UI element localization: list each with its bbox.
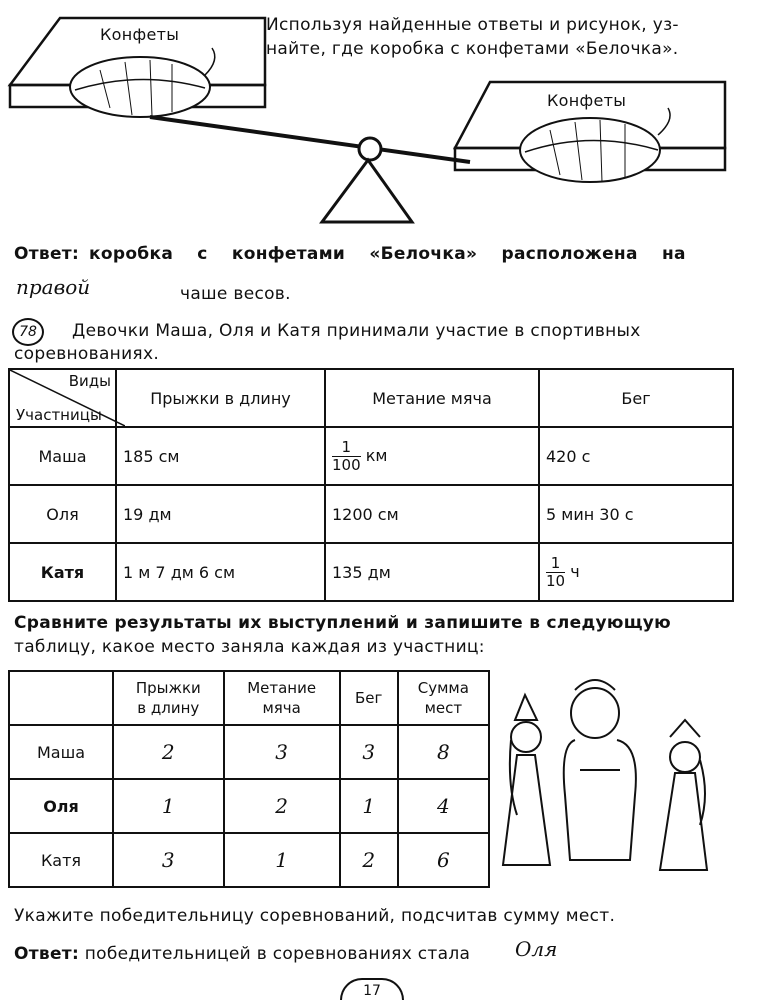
- corner-cell: [9, 369, 116, 427]
- place-cell: 2: [340, 833, 398, 887]
- header-line: Метание: [247, 679, 317, 697]
- scale-stand: [322, 160, 412, 222]
- scale-beam: [150, 117, 470, 162]
- results-table: [8, 368, 734, 602]
- answer1-label: Ответ:: [14, 244, 80, 264]
- name-cell: Оля: [9, 485, 116, 543]
- winner-label: Ответ:: [14, 944, 80, 964]
- table-row: [9, 725, 489, 779]
- scale-pivot: [359, 138, 381, 160]
- header-jump: [113, 671, 224, 725]
- place-cell: 6: [398, 833, 489, 887]
- answer1-line: [14, 243, 734, 265]
- header-line: мест: [424, 699, 463, 717]
- throw-cell: 1200 см: [325, 485, 539, 543]
- jump-cell: 185 см: [116, 427, 325, 485]
- header-line: Прыжки: [135, 679, 201, 697]
- run-unit: ч: [570, 561, 580, 581]
- place-cell: 1: [340, 779, 398, 833]
- table-row: [9, 485, 733, 543]
- place-cell: 8: [398, 725, 489, 779]
- intro-line1: Используя найденные ответы и рисунок, уз-: [266, 15, 679, 35]
- table-row: [9, 427, 733, 485]
- header-line: Бег: [354, 689, 383, 707]
- fraction-numerator: 1: [546, 555, 565, 573]
- name-cell: Маша: [9, 725, 113, 779]
- name-cell: Оля: [9, 779, 113, 833]
- name-cell: Маша: [9, 427, 116, 485]
- answer1-handwritten: правой: [16, 275, 91, 299]
- winner-text: победительницей в соревнованиях стала: [84, 944, 471, 964]
- header-line: мяча: [262, 699, 301, 717]
- run-cell: 420 с: [539, 427, 733, 485]
- fraction-numerator: 1: [332, 439, 361, 457]
- jump-cell: 19 дм: [116, 485, 325, 543]
- header-line: Сумма: [417, 679, 469, 697]
- place-cell: 3: [340, 725, 398, 779]
- table-row: [9, 543, 733, 601]
- place-cell: 2: [224, 779, 340, 833]
- table-header-row: [9, 369, 733, 427]
- fraction-denominator: 10: [546, 571, 566, 590]
- table-row: [9, 779, 489, 833]
- compare-line2: таблицу, какое место заняла каждая из участниц:: [14, 637, 485, 657]
- table-row: [9, 833, 489, 887]
- run-cell: [539, 543, 733, 601]
- header-run: Бег: [539, 369, 733, 427]
- place-cell: 1: [113, 779, 224, 833]
- run-cell: 5 мин 30 с: [539, 485, 733, 543]
- box-right-label: Конфеты: [547, 91, 627, 110]
- place-cell: 1: [224, 833, 340, 887]
- answer1-text: коробка с конфетами «Белочка» расположена на: [89, 244, 686, 264]
- compare-line1: Сравните результаты их выступлений и запишите в следующую: [14, 613, 671, 633]
- girls-illustration: [495, 665, 735, 880]
- throw-cell: 135 дм: [325, 543, 539, 601]
- header-throw: Метание мяча: [325, 369, 539, 427]
- place-cell: 2: [113, 725, 224, 779]
- fraction: [332, 439, 361, 474]
- name-cell: Катя: [9, 543, 116, 601]
- throw-unit: км: [365, 445, 388, 465]
- intro-line2: найте, где коробка с конфетами «Белочка».: [266, 39, 679, 59]
- place-cell: 3: [224, 725, 340, 779]
- places-table: [8, 670, 490, 888]
- winner-handwritten: Оля: [515, 937, 558, 961]
- fraction: [546, 555, 565, 590]
- corner-bottom: Участницы: [16, 406, 102, 424]
- header-jump: Прыжки в длину: [116, 369, 325, 427]
- table-header-row: [9, 671, 489, 725]
- task78-line2: соревнованиях.: [14, 344, 160, 364]
- fraction-denominator: 100: [332, 455, 361, 474]
- header-line: в длину: [137, 699, 200, 717]
- header-run: [340, 671, 398, 725]
- page-number: 17: [340, 978, 404, 1000]
- jump-cell: 1 м 7 дм 6 см: [116, 543, 325, 601]
- name-cell: Катя: [9, 833, 113, 887]
- task-number-badge: 78: [12, 318, 44, 346]
- throw-cell: [325, 427, 539, 485]
- winner-answer: [14, 943, 470, 965]
- winner-instruction: Укажите победительницу соревнований, подсчитав сумму мест.: [14, 906, 616, 926]
- corner-top: Виды: [68, 372, 111, 390]
- box-left-label: Конфеты: [100, 25, 180, 44]
- task78-line1: Девочки Маша, Оля и Катя принимали участие в спортивных: [72, 321, 641, 341]
- empty-corner: [9, 671, 113, 725]
- header-sum: [398, 671, 489, 725]
- place-cell: 3: [113, 833, 224, 887]
- answer1-tail: чаше весов.: [180, 284, 291, 304]
- header-throw: [224, 671, 340, 725]
- place-cell: 4: [398, 779, 489, 833]
